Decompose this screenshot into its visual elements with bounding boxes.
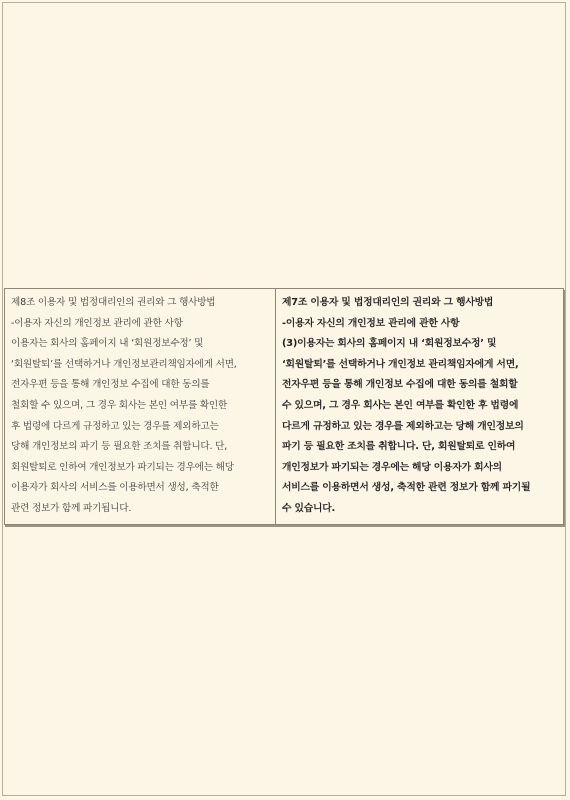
old-clause-text-line: 이용자가 회사의 서비스를 이용하면서 생성, 축적한 (11, 482, 219, 494)
new-clause-text-line: 개인정보가 파기되는 경우에는 해당 이용자가 회사의 (282, 461, 502, 473)
new-clause-text-line: 파기 등 필요한 조치를 취합니다. 단, 회원탈퇴로 인하여 (282, 441, 516, 453)
new-clause-text-line: 서비스를 이용하면서 생성, 축적한 관련 정보가 함께 파기될 (282, 482, 531, 494)
old-clause-text-line: 전자우편 등을 통해 개인정보 수집에 대한 동의를 (11, 379, 210, 391)
old-clause-cell (5, 289, 276, 525)
old-clause-subtitle: -이용자 자신의 개인정보 관리에 관한 사항 (11, 317, 183, 329)
new-clause-text-line: 수 있으며, 그 경우 회사는 본인 여부를 확인한 후 법령에 (282, 399, 519, 411)
new-clause-subtitle: -이용자 자신의 개인정보 관리에 관한 사항 (282, 317, 460, 329)
old-clause-text-line: 후 법령에 다르게 규정하고 있는 경우를 제외하고는 (11, 420, 219, 432)
clause-comparison-table (4, 288, 564, 525)
new-clause-text-line: 수 있습니다. (282, 502, 336, 514)
new-clause-title: 제7조 이용자 및 법정대리인의 권리와 그 행사방법 (282, 297, 494, 308)
new-clause-cell (276, 289, 564, 525)
table-row (5, 289, 564, 525)
old-clause-text-line: 철회할 수 있으며, 그 경우 회사는 본인 여부를 확인한 (11, 399, 228, 411)
new-clause-text-line: 전자우편 등을 통해 개인정보 수집에 대한 동의를 철회할 (282, 379, 518, 391)
old-clause-text-line: 회원탈퇴로 인하여 개인정보가 파기되는 경우에는 해당 (11, 461, 234, 473)
new-clause-text-line: 다르게 규정하고 있는 경우를 제외하고는 당해 개인정보의 (282, 420, 524, 432)
old-clause-text-line: 관련 정보가 함께 파기됩니다. (11, 502, 132, 514)
old-clause-text-line: 당해 개인정보의 파기 등 필요한 조치를 취합니다. 단, (11, 441, 228, 453)
new-clause-text-line: (3)이용자는 회사의 홈페이지 내 ‘회원정보수정’ 및 (282, 338, 497, 350)
old-clause-title: 제8조 이용자 및 법정대리인의 권리와 그 행사방법 (11, 297, 216, 308)
new-clause-text-line: ‘회원탈퇴’를 선택하거나 개인정보 관리책임자에게 서면, (282, 358, 519, 370)
old-clause-text-line: ‘회원탈퇴’를 선택하거나 개인정보관리책임자에게 서면, (11, 358, 237, 370)
old-clause-text-line: 이용자는 회사의 홈페이지 내 ‘회원정보수정’ 및 (11, 338, 204, 350)
